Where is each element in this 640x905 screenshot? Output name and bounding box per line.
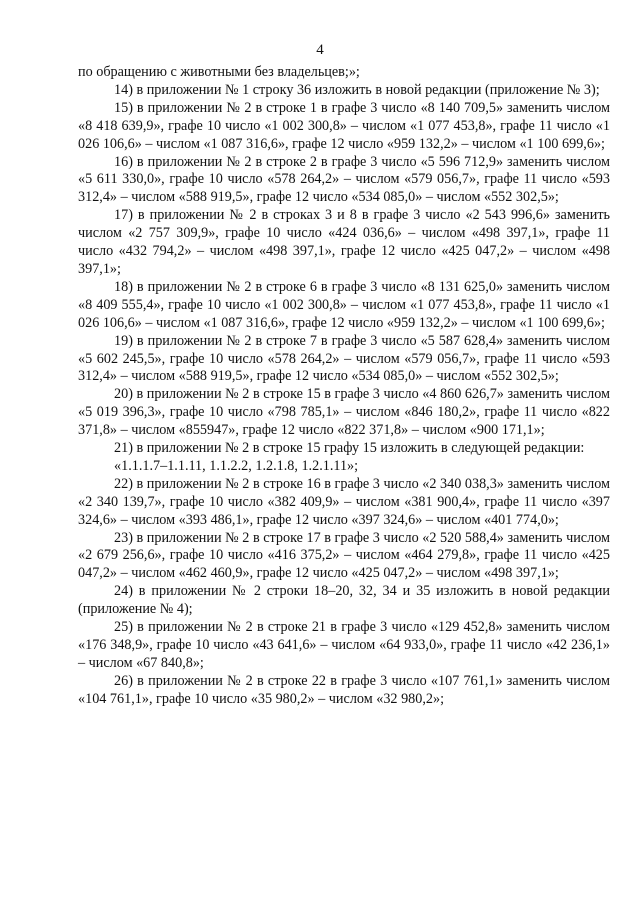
- paragraph: 18) в приложении № 2 в строке 6 в графе 3 число «8 131 625,0» заменить числом «8 409 555,4», графе 10 число «1 002 300,8» – числом «1 077 453,8», графе 11 число «1 026 106,6» – числом «1 087 316,6», графе 12 число «959 132,2» – числом «1 100 699,6»;: [78, 278, 610, 331]
- page-number: 4: [316, 42, 324, 58]
- paragraph: 24) в приложении № 2 строки 18–20, 32, 34 и 35 изложить в новой редакции (приложение № 4);: [78, 583, 610, 618]
- paragraph: 16) в приложении № 2 в строке 2 в графе 3 число «5 596 712,9» заменить числом «5 611 330,0», графе 10 число «578 264,2» – числом «579 056,7», графе 11 число «593 312,4» – числом «588 919,5», графе 12 число «534 085,0» – числом «552 302,5»;: [78, 153, 610, 206]
- paragraph: 22) в приложении № 2 в строке 16 в графе 3 число «2 340 038,3» заменить числом «2 340 139,7», графе 10 число «382 409,9» – числом «381 900,4», графе 11 число «397 324,6» – числом «393 486,1», графе 12 число «397 324,6» – числом «401 774,0»;: [78, 475, 610, 528]
- paragraph: 26) в приложении № 2 в строке 22 в графе 3 число «107 761,1» заменить числом «104 761,1», графе 10 число «35 980,2» – числом «32 980,2»;: [78, 672, 610, 707]
- paragraph: 20) в приложении № 2 в строке 15 в графе 3 число «4 860 626,7» заменить числом «5 019 396,3», графе 10 число «798 785,1» – числом «846 180,2», графе 11 число «822 371,8» – числом «855947», графе 12 число «822 371,8» – числом «900 171,1»;: [78, 386, 610, 439]
- paragraph: по обращению с животными без владельцев;»;: [78, 64, 360, 80]
- paragraph: 21) в приложении № 2 в строке 15 графу 15 изложить в следующей редакции:: [114, 440, 585, 457]
- paragraph: 15) в приложении № 2 в строке 1 в графе 3 число «8 140 709,5» заменить числом «8 418 639,9», графе 10 число «1 002 300,8» – числом «1 077 453,8», графе 11 число «1 026 106,6» – числом «1 087 316,6», графе 12 число «959 132,2» – числом «1 100 699,6»;: [78, 99, 610, 152]
- paragraph: 25) в приложении № 2 в строке 21 в графе 3 число «129 452,8» заменить числом «176 348,9», графе 10 число «43 641,6» – числом «64 933,0», графе 11 число «42 236,1» – числом «67 840,8»;: [78, 619, 610, 671]
- paragraph: 17) в приложении № 2 в строках 3 и 8 в графе 3 число «2 543 996,6» заменить числом «2 757 309,9», графе 10 число «424 036,6» – числом «498 397,1», графе 11 число «432 794,2» – числом «498 397,1», графе 12 число «425 047,2» – числом «498 397,1»;: [78, 207, 610, 277]
- document-body: [78, 64, 610, 709]
- quoted-text: «1.1.1.7–1.1.11, 1.1.2.2, 1.2.1.8, 1.2.1.11»;: [114, 457, 359, 474]
- paragraph: 19) в приложении № 2 в строке 7 в графе 3 число «5 587 628,4» заменить числом «5 602 245,5», графе 10 число «578 264,2» – числом «579 056,7», графе 11 число «593 312,4» – числом «588 919,5», графе 12 число «534 085,0» – числом «552 302,5»;: [78, 332, 610, 385]
- paragraph: 23) в приложении № 2 в строке 17 в графе 3 число «2 520 588,4» заменить числом «2 679 256,6», графе 10 число «416 375,2» – числом «464 279,8», графе 11 число «425 047,2» – числом «462 460,9», графе 12 число «425 047,2» – числом «498 397,1»;: [78, 529, 610, 582]
- paragraph: 14) в приложении № 1 строку 36 изложить в новой редакции (приложение № 3);: [114, 81, 600, 98]
